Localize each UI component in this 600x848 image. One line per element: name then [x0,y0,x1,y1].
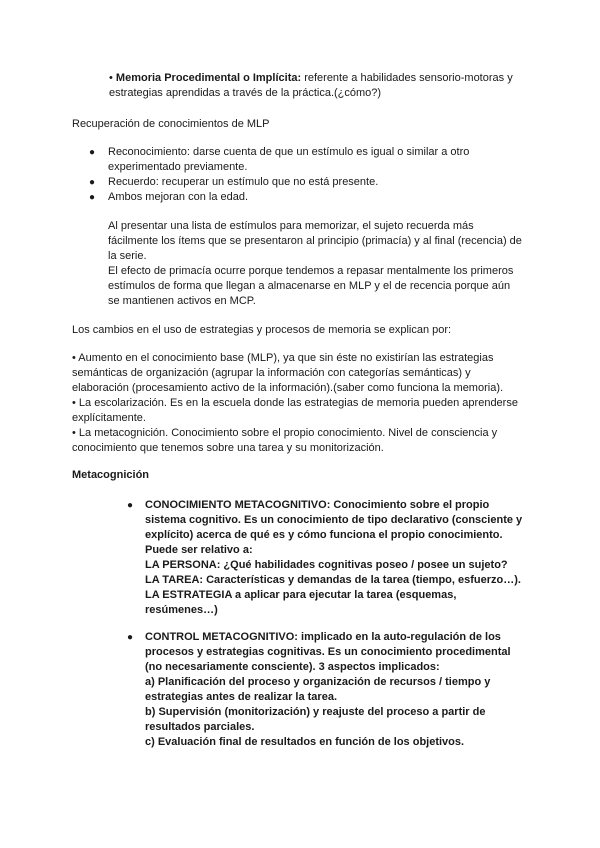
reconocimiento-line-1: Reconocimiento: darse cuenta de que un estímulo es igual o similar a otro [108,146,470,158]
paragraph-line: estímulos de forma que llegan a almacenarse en MLP y el de recencia porque aún [108,280,511,292]
conocimiento-line: explícito) acerca de qué es y cómo funciona el propio conocimiento. [145,529,503,541]
control-line: procesos y estrategias cognitivas. Es un conocimiento procedimental [145,646,511,658]
primacy-recency-paragraph [108,219,522,309]
cambios-intro: Los cambios en el uso de estrategias y procesos de memoria se explican por: [72,324,452,336]
paragraph-line: la serie. [108,250,147,262]
conocimiento-line: LA PERSONA: ¿Qué habilidades cognitivas poseo / posee un sujeto? [145,559,508,571]
cambios-line: • Aumento en el conocimiento base (MLP), ya que sin éste no existirían las estrategias [72,352,494,364]
conocimiento-line: resúmenes…) [145,604,218,616]
conocimiento-line: LA TAREA: Características y demandas de la tarea (tiempo, esfuerzo…). [145,574,521,586]
procedural-memory-label: Memoria Procedimental o Implícita: [115,72,302,84]
procedural-memory-item [109,71,539,101]
paragraph-line: fácilmente los ítems que se presentaron al principio (primacía) y al final (recencia) de [108,235,522,247]
control-metacognitivo-block [145,630,511,750]
list-item-reconocimiento [108,145,469,175]
control-line: (no necesariamente consciente). 3 aspectos implicados: [145,661,440,673]
cambios-line: semánticas de organización (agrupar la información con categorías semánticas) y [72,367,471,379]
metacognicion-heading: Metacognición [72,469,150,481]
control-line: CONTROL METACOGNITIVO: implicado en la auto-regulación de los [145,631,501,643]
cambios-line: elaboración (procesamiento activo de la información).(saber como funciona la memoria). [72,382,504,394]
paragraph-line: se mantienen activos en MCP. [108,295,256,307]
paragraph-line: El efecto de primacía ocurre porque tendemos a repasar mentalmente los primeros [108,265,514,277]
small-bullet: • [109,72,113,84]
control-line: estrategias antes de realizar la tarea. [145,691,337,703]
recuperacion-heading: Recuperación de conocimientos de MLP [72,118,270,130]
conocimiento-line: LA ESTRATEGIA a aplicar para ejecutar la tarea (esquemas, [145,589,457,601]
conocimiento-metacognitivo-block [145,498,522,618]
cambios-line: explícitamente. [72,412,146,424]
procedural-memory-line-2: estrategias aprendidas a través de la práctica.(¿cómo?) [109,87,382,99]
cambios-list [72,351,518,456]
bullet-dot: ● [127,632,134,643]
bullet-dot: ● [89,192,96,203]
reconocimiento-line-2: experimentado previamente. [108,161,248,173]
bullet-dot: ● [127,500,134,511]
conocimiento-line: sistema cognitivo. Es un conocimiento de tipo declarativo (consciente y [145,514,523,526]
cambios-line: • La metacognición. Conocimiento sobre el propio conocimiento. Nivel de consciencia y [72,427,498,439]
conocimiento-line: CONOCIMIENTO METACOGNITIVO: Conocimiento sobre el propio [145,499,490,511]
control-line: c) Evaluación final de resultados en función de los objetivos. [145,736,465,748]
list-item-ambos: Ambos mejoran con la edad. [108,191,249,203]
procedural-memory-line-1 [109,71,539,86]
procedural-memory-text-1: referente a habilidades sensorio-motoras y [301,72,513,84]
bullet-dot: ● [89,147,96,158]
bullet-dot: ● [89,177,96,188]
control-line: a) Planificación del proceso y organización de recursos / tiempo y [145,676,491,688]
cambios-line: conocimiento que tenemos sobre una tarea y su monitorización. [72,442,384,454]
control-line: b) Supervisión (monitorización) y reajuste del proceso a partir de [145,706,486,718]
conocimiento-line: Puede ser relativo a: [145,544,253,556]
paragraph-line: Al presentar una lista de estímulos para memorizar, el sujeto recuerda más [108,220,474,232]
cambios-line: • La escolarización. Es en la escuela donde las estrategias de memoria pueden aprenderse [72,397,518,409]
control-line: resultados parciales. [145,721,255,733]
list-item-recuerdo: Recuerdo: recuperar un estímulo que no está presente. [108,176,379,188]
